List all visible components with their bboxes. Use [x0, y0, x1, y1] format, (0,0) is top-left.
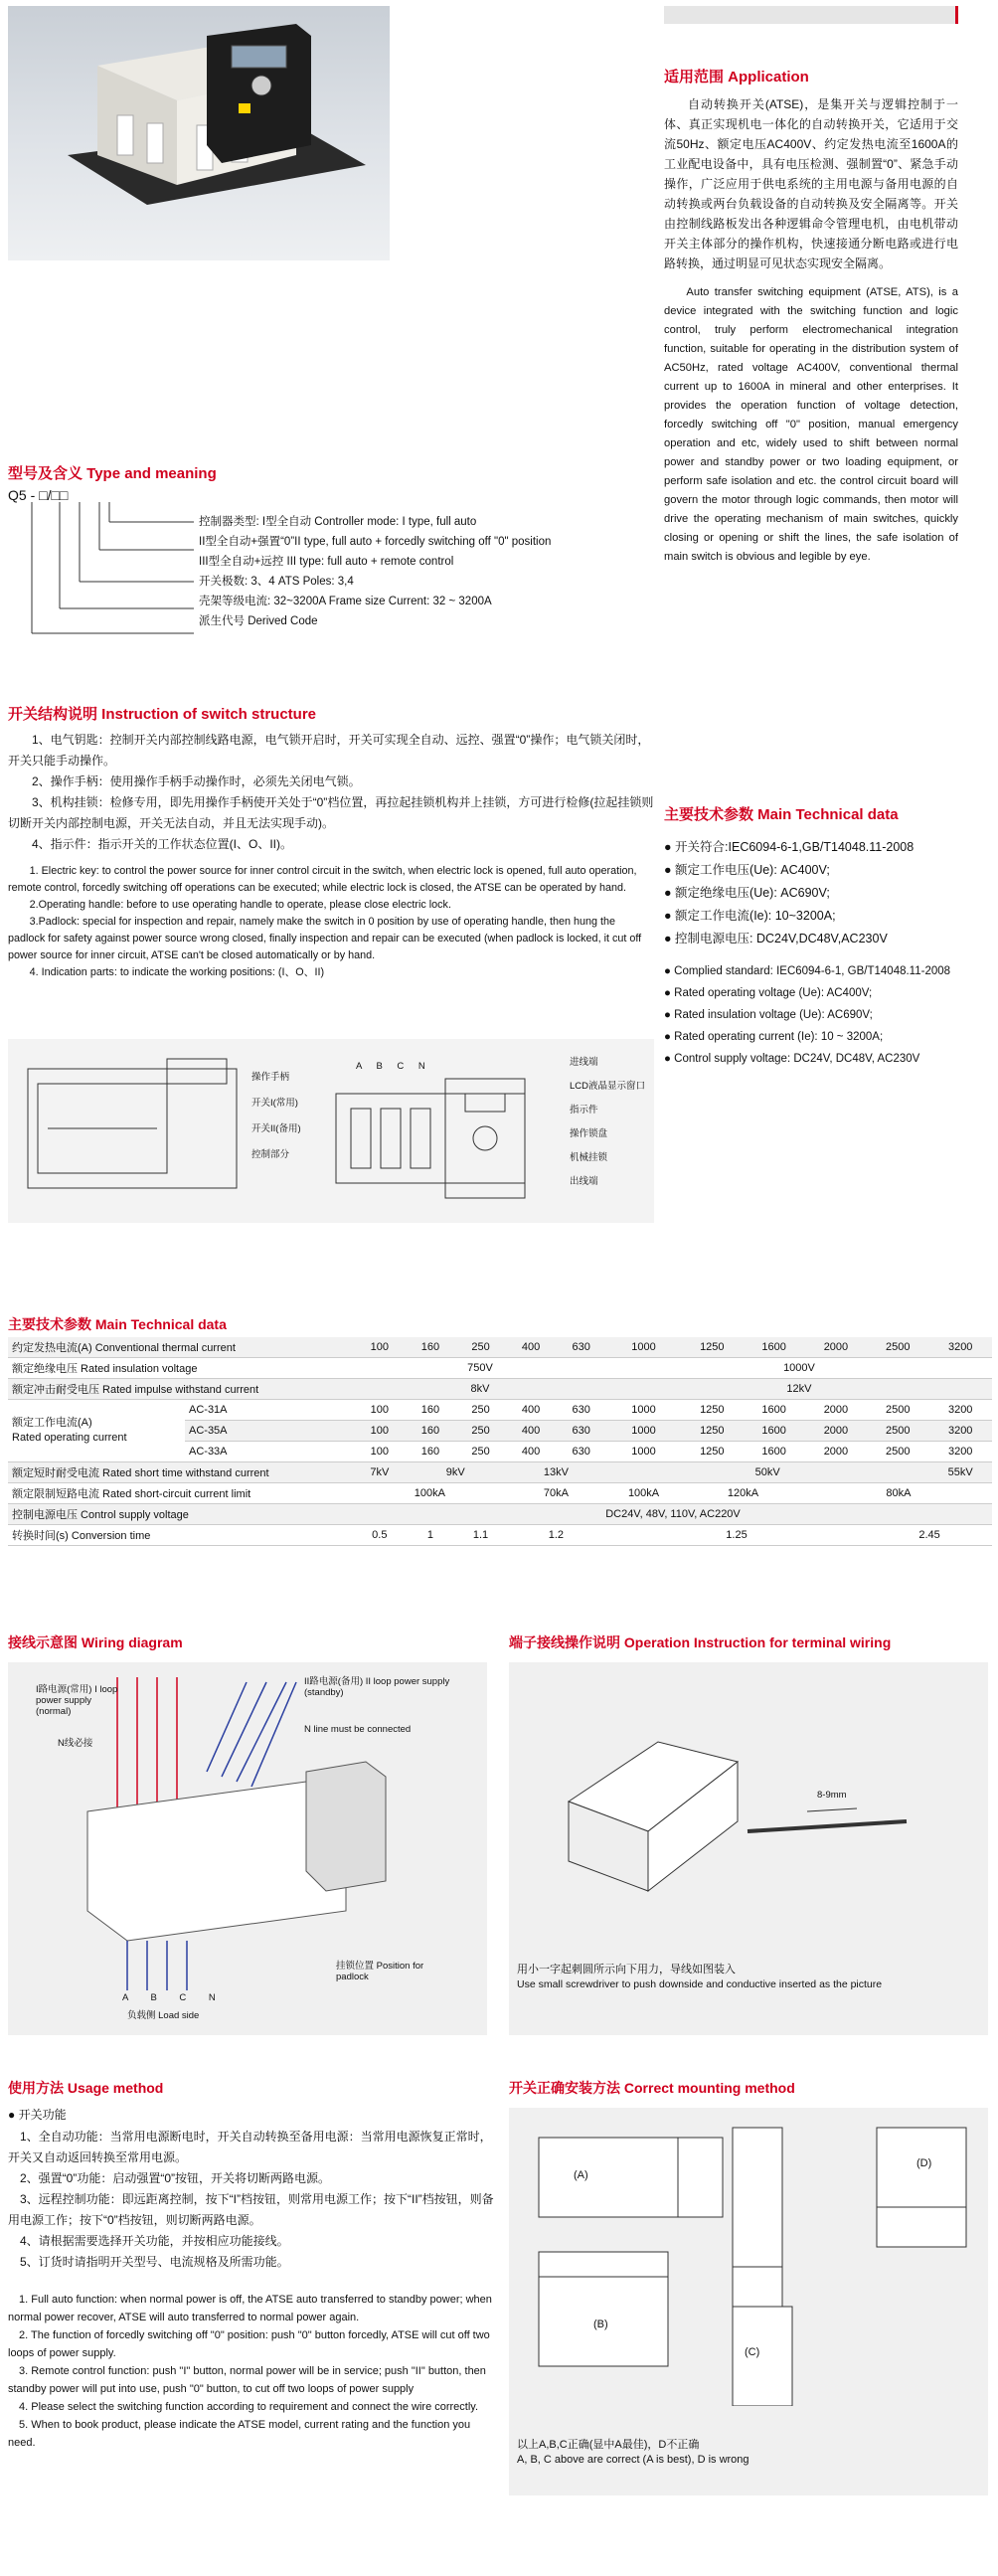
wiring-letters: A B C N	[122, 1992, 226, 2003]
table-cell: 3200	[928, 1337, 992, 1358]
label-outgoing: 出线端	[570, 1176, 598, 1187]
label-switch-i: 开关I(常用)	[251, 1098, 298, 1109]
table-title: 主要技术参数 Main Technical data	[8, 1316, 227, 1332]
usage-cn	[8, 2127, 495, 2273]
label-lock-dial: 操作锁盘	[570, 1128, 608, 1139]
table-cell: 400	[506, 1337, 557, 1358]
table-label-op	[8, 1400, 185, 1462]
structure-en-3: 3.Padlock: special for inspection and repair, namely make the switch in 0 position by use of operating handle, then hung the padlock for safety against power source wrong closed, finally inspection and repair can be executed (when padlock is locked, it cut off power source for inner circuit, ATSE can't be closed automatically or by hand.	[8, 916, 642, 961]
tech-short-cn	[664, 836, 992, 950]
table-cell: 1250	[681, 1337, 743, 1358]
table-cell: 3200	[928, 1442, 992, 1462]
table-cell: 1000	[606, 1421, 681, 1442]
tech-cn-4: ● 控制电源电压: DC24V,DC48V,AC230V	[664, 932, 888, 945]
scope-text-en: Auto transfer switching equipment (ATSE, ATS), is a device integrated with the switching function and logic control, truly perform electromechanical integration function, suitable for operating in the distribution system of AC50Hz, rated voltage AC400V, conventional thermal current up to 1600A in mineral and other enterprises. It provides the operation function of voltage detection, forcedly switching off "0" position, manual emergency operation and etc, widely used to shift between normal power and standby power or two loading equipment, or perform safe isolation and etc. the control circuit board will govern the motor through logic commands, then motor will drive the operating mechanism of main switches, quickly closing or opening or shift the lines, the safe isolation of main switch is obvious and legible by eye.	[664, 286, 958, 563]
table-cell: 1250	[681, 1442, 743, 1462]
usage-section	[8, 2078, 495, 2452]
wiring-title: 接线示意图 Wiring diagram	[8, 1634, 183, 1650]
table-cell: 80kA	[805, 1483, 992, 1504]
mounting-note-en: A, B, C above are correct (A is best), D is wrong	[517, 2454, 749, 2466]
table-cell: 3200	[928, 1421, 992, 1442]
label-padlock: 机械挂锁	[570, 1152, 608, 1163]
table-cell: 1600	[743, 1421, 804, 1442]
label-indicator: 指示件	[570, 1105, 598, 1116]
table-row-ac31	[8, 1400, 992, 1421]
table-cell: 1600	[743, 1442, 804, 1462]
scope-title: 适用范围 Application	[664, 69, 809, 86]
structure-en-2: 2.Operating handle: before to use operating handle to operate, please close electric lock.	[29, 899, 451, 911]
table-cell: 160	[406, 1442, 456, 1462]
table-label-limit: 额定限制短路电流 Rated short-circuit current limit	[8, 1483, 354, 1504]
atse-switch-illustration	[8, 6, 390, 260]
usage-en-4: 4. Please select the switching function according to requirement and connect the wire correctly.	[19, 2401, 479, 2413]
mounting-diagram	[509, 2108, 988, 2495]
scope-section	[664, 6, 958, 567]
mounting-note-cn: 以上A,B,C正确(显中A最佳)，D不正确	[517, 2439, 700, 2451]
wiring-n-label: N线必接	[58, 1738, 93, 1749]
table-cell: 1.1	[455, 1525, 506, 1546]
table-label-ac31: AC-31A	[185, 1400, 354, 1421]
table-row-short	[8, 1462, 992, 1483]
wiring-normal-label: I路电源(常用) I loop power supply (normal)	[36, 1684, 118, 1717]
table-cell: 250	[455, 1421, 506, 1442]
usage-en-1: 1. Full auto function: when normal power is off, the ATSE auto transferred to standby power; when normal power recover, ATSE will auto transferred to normal power again.	[8, 2294, 492, 2323]
table-cell: 1.2	[506, 1525, 606, 1546]
table-label-op-en: Rated operating current	[12, 1432, 127, 1444]
mount-label-a: (A)	[574, 2169, 588, 2181]
table-cell: 120kA	[681, 1483, 805, 1504]
table-cell: 55kV	[928, 1462, 992, 1483]
table-label-imp: 额定冲击耐受电压 Rated impulse withstand current	[8, 1379, 354, 1400]
usage-en-5: 5. When to book product, please indicate the ATSE model, current rating and the function you need.	[8, 2419, 471, 2449]
table-cell: 2500	[867, 1421, 928, 1442]
structure-cn-4: 4、指示件：指示开关的工作状态位置(I、O、II)。	[32, 837, 293, 851]
table-cell: 50kV	[606, 1462, 928, 1483]
structure-en	[8, 863, 654, 981]
mounting-drawing	[509, 2108, 988, 2406]
table-cell: 630	[556, 1337, 606, 1358]
tech-en-2: ● Rated insulation voltage (Ue): AC690V;	[664, 1009, 873, 1021]
model-line-iii: III型全自动+远控 III type: full auto + remote control	[199, 556, 454, 568]
tech-en-0: ● Complied standard: IEC6094-6-1, GB/T14048.11-2008	[664, 965, 951, 977]
terminal-en: Use small screwdriver to push downside and conductive inserted as the picture	[517, 1978, 883, 1990]
table-label-conv: 转换时间(s) Conversion time	[8, 1525, 354, 1546]
table-cell: 160	[406, 1400, 456, 1421]
table-row-ctrl	[8, 1504, 992, 1525]
table-cell: 100	[354, 1400, 406, 1421]
table-label-ac33: AC-33A	[185, 1442, 354, 1462]
tech-short-title: 主要技术参数 Main Technical data	[664, 806, 899, 823]
table-label-ac35: AC-35A	[185, 1421, 354, 1442]
model-lines	[199, 512, 551, 631]
table-row-limit	[8, 1483, 992, 1504]
table-cell: 1000	[606, 1442, 681, 1462]
table-cell: 100kA	[354, 1483, 506, 1504]
table-cell: 2000	[805, 1337, 867, 1358]
table-cell: 630	[556, 1442, 606, 1462]
table-cell: 13kV	[506, 1462, 606, 1483]
table-cell: DC24V, 48V, 110V, AC220V	[354, 1504, 992, 1525]
table-cell: 100	[354, 1421, 406, 1442]
model-bracket-lines	[20, 502, 199, 651]
table-cell: 7kV	[354, 1462, 406, 1483]
structure-en-4: 4. Indication parts: to indicate the working positions: (I、O、II)	[29, 966, 325, 978]
tech-cn-1: ● 额定工作电压(Ue): AC400V;	[664, 863, 830, 877]
mounting-title: 开关正确安装方法 Correct mounting method	[509, 2080, 795, 2096]
table-cell: 400	[506, 1421, 557, 1442]
table-cell: 1600	[743, 1337, 804, 1358]
table-cell: 1000V	[606, 1358, 992, 1379]
table-cell: 400	[506, 1442, 557, 1462]
tech-short-section	[664, 803, 992, 1070]
usage-cn-5: 5、订货时请指明开关型号、电流规格及所需功能。	[20, 2255, 289, 2269]
structure-section	[8, 703, 654, 981]
wiring-diagram	[8, 1662, 487, 2035]
table-cell: 250	[455, 1337, 506, 1358]
model-line-controller: 控制器类型: I型全自动 Controller mode: I type, full auto	[199, 516, 477, 528]
tech-short-en	[664, 960, 992, 1070]
table-cell: 2000	[805, 1400, 867, 1421]
table-cell: 1250	[681, 1400, 743, 1421]
mount-label-c: (C)	[745, 2346, 760, 2358]
table-cell: 2500	[867, 1442, 928, 1462]
structure-title: 开关结构说明 Instruction of switch structure	[8, 706, 317, 723]
table-cell: 12kV	[606, 1379, 992, 1400]
table-cell: 1250	[681, 1421, 743, 1442]
terminal-diagram	[509, 1662, 988, 2035]
table-label-ctrl: 控制电源电压 Control supply voltage	[8, 1504, 354, 1525]
table-cell: 100	[354, 1337, 406, 1358]
table-cell: 70kA	[506, 1483, 606, 1504]
label-switch-ii: 开关II(备用)	[251, 1123, 301, 1134]
model-line-frame: 壳架等级电流: 32~3200A Frame size Current: 32 ~ 3200A	[199, 596, 492, 607]
table-label-thermal: 约定发热电流(A) Conventional thermal current	[8, 1337, 354, 1358]
usage-en	[8, 2291, 495, 2452]
usage-cn-1: 1、全自动功能：当常用电源断电时，开关自动转换至备用电源：当常用电源恢复正常时，开关又自动返回转换至常用电源。	[8, 2130, 492, 2164]
tech-cn-0: ● 开关符合:IEC6094-6-1,GB/T14048.11-2008	[664, 840, 915, 854]
usage-cn-2: 2、强置“0”功能：启动强置“0”按钮，开关将切断两路电源。	[20, 2171, 331, 2185]
table-cell: 160	[406, 1337, 456, 1358]
tech-en-1: ● Rated operating voltage (Ue): AC400V;	[664, 987, 873, 999]
tech-cn-2: ● 额定绝缘电压(Ue): AC690V;	[664, 886, 830, 900]
terminal-dim: 8-9mm	[817, 1790, 847, 1801]
wiring-load-label: 负载侧 Load side	[127, 2010, 200, 2021]
product-photo	[8, 6, 390, 260]
table-row-insulation	[8, 1358, 992, 1379]
table-cell: 2000	[805, 1421, 867, 1442]
model-code: Q5 - □/□□	[8, 487, 69, 503]
usage-en-2: 2. The function of forcedly switching off "0" position: push "0" button forcedly, ATSE will cut off two loops of power supply.	[8, 2329, 490, 2359]
table-label-op-cn: 额定工作电流(A)	[12, 1417, 92, 1429]
wiring-standby-label: II路电源(备用) II loop power supply (standby)	[304, 1676, 450, 1698]
usage-cn-4: 4、请根据需要选择开关功能，并按相应功能接线。	[20, 2234, 289, 2248]
table-cell: 1000	[606, 1337, 681, 1358]
mount-label-b: (B)	[593, 2318, 608, 2330]
table-label-short: 额定短时耐受电流 Rated short time withstand current	[8, 1462, 354, 1483]
table-cell: 400	[506, 1400, 557, 1421]
table-row-thermal	[8, 1337, 992, 1358]
structure-left-labels	[251, 1065, 301, 1168]
structure-cn-1: 1、电气钥匙：控制开关内部控制线路电源，电气锁开启时，开关可实现全自动、远控、强置“0”操作；电气锁关闭时，开关只能手动操作。	[8, 733, 650, 768]
structure-drawing	[8, 1039, 654, 1223]
terminal-title: 端子接线操作说明 Operation Instruction for terminal wiring	[509, 1634, 892, 1650]
table-cell: 2000	[805, 1442, 867, 1462]
table-cell: 100	[354, 1442, 406, 1462]
model-line-ii: II型全自动+强置“0”II type, full auto + forcedly switching off "0" position	[199, 536, 552, 548]
table-row-conv	[8, 1525, 992, 1546]
table-cell: 100kA	[606, 1483, 681, 1504]
model-line-poles: 开关极数: 3、4 ATS Poles: 3,4	[199, 576, 354, 588]
usage-cn-3: 3、远程控制功能：即远距离控制，按下“I”档按钮，则常用电源工作；按下“II”档按钮，则备用电源工作；按下“0”档按钮，则切断两路电源。	[8, 2192, 494, 2227]
table-cell: 1	[406, 1525, 456, 1546]
tech-table	[8, 1337, 992, 1546]
label-lcd: LCD液晶显示窗口	[570, 1081, 646, 1092]
table-cell: 2500	[867, 1337, 928, 1358]
usage-title: 使用方法 Usage method	[8, 2080, 164, 2096]
table-cell: 2.45	[867, 1525, 992, 1546]
usage-en-3: 3. Remote control function: push "I" button, normal power will be in service; push "II" button, then standby power will put into use, push "0" button, to cut off two loops of power supply	[8, 2365, 486, 2395]
label-control: 控制部分	[251, 1149, 290, 1160]
wiring-n-en-label: N line must be connected	[304, 1724, 412, 1735]
wiring-padlock-label: 挂锁位置 Position for padlock	[336, 1961, 424, 1982]
scope-text-cn: 自动转换开关(ATSE)，是集开关与逻辑控制于一体、真正实现机电一体化的自动转换开关，它适用于交流50Hz、额定电压AC400V、约定发热电流至1600A的工业配电设备中，具有电压检测、强制置“0”、紧急手动操作，广泛应用于供电系统的主用电源与备用电源的自动转换或两台负载设备的自动转换及安全隔离等。开关由控制线路板发出各种逻辑命令管理电机，由电机带动开关主体部分的操作机构，快速接通分断电路或进行电路转换，通过明显可见状态实现安全隔离。	[664, 97, 958, 270]
table-cell: 9kV	[406, 1462, 506, 1483]
structure-en-1: 1. Electric key: to control the power source for inner control circuit in the switch, when electric lock is opened, full auto operation, remote control, forcedly switching off operations can be executed; while electric lock is closed, the ATSE can be operated by hand.	[8, 865, 637, 894]
structure-abcn: A B C N	[356, 1061, 431, 1072]
terminal-cn: 用小一字起刺圆所示向下用力，导线如图装入	[517, 1964, 736, 1975]
structure-cn	[8, 730, 654, 855]
table-cell: 160	[406, 1421, 456, 1442]
table-row-impulse	[8, 1379, 992, 1400]
table-cell: 630	[556, 1400, 606, 1421]
structure-cn-3: 3、机构挂锁：检修专用，即先用操作手柄使开关处于“0”档位置，再拉起挂锁机构并上挂锁，方可进行检修(拉起挂锁则切断开关内部控制电源，开关无法自动，并且无法实现手动)。	[8, 795, 654, 830]
header-bar	[664, 6, 958, 24]
structure-diagram	[8, 1039, 654, 1223]
mount-label-d: (D)	[916, 2157, 932, 2169]
usage-sub: ● 开关功能	[8, 2108, 67, 2122]
model-title: 型号及含义 Type and meaning	[8, 465, 217, 482]
structure-cn-2: 2、操作手柄：使用操作手柄手动操作时，必须先关闭电气锁。	[32, 774, 361, 788]
table-cell: 0.5	[354, 1525, 406, 1546]
tech-cn-3: ● 额定工作电流(Ie): 10~3200A;	[664, 909, 836, 923]
tech-en-4: ● Control supply voltage: DC24V, DC48V, AC230V	[664, 1053, 920, 1065]
table-cell: 750V	[354, 1358, 606, 1379]
table-cell: 8kV	[354, 1379, 606, 1400]
tech-en-3: ● Rated operating current (Ie): 10 ~ 3200A;	[664, 1031, 884, 1043]
model-line-derived: 派生代号 Derived Code	[199, 615, 318, 627]
table-cell: 1000	[606, 1400, 681, 1421]
table-cell: 1600	[743, 1400, 804, 1421]
table-cell: 3200	[928, 1400, 992, 1421]
structure-right-labels	[570, 1051, 645, 1194]
label-incoming: 进线端	[570, 1057, 598, 1068]
table-cell: 250	[455, 1400, 506, 1421]
label-handle: 操作手柄	[251, 1072, 290, 1083]
table-cell: 630	[556, 1421, 606, 1442]
table-cell: 1.25	[606, 1525, 867, 1546]
table-cell: 250	[455, 1442, 506, 1462]
table-label-ins: 额定绝缘电压 Rated insulation voltage	[8, 1358, 354, 1379]
table-cell: 2500	[867, 1400, 928, 1421]
